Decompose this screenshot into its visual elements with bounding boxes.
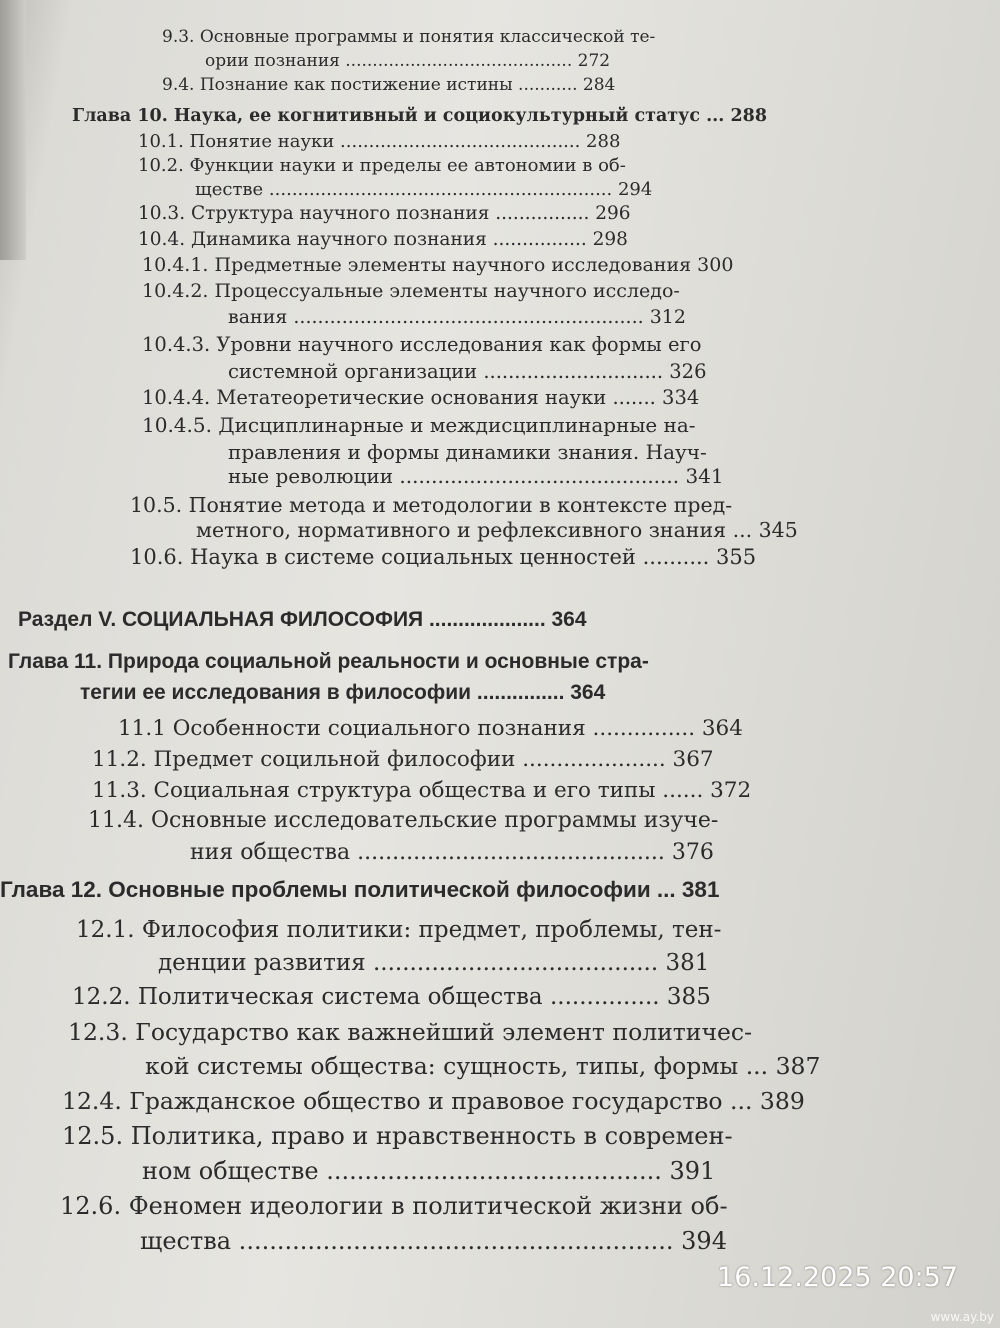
toc-line: 10.4. Динамика научного познания ................ 298 <box>138 229 628 250</box>
toc-line: ном обществе ............................................ 391 <box>142 1157 716 1185</box>
toc-line: 12.4. Гражданское общество и правовое государство ... 389 <box>62 1087 805 1115</box>
toc-line: 12.2. Политическая система общества ............... 385 <box>72 984 711 1010</box>
toc-line: щества ......................................................... 394 <box>140 1227 727 1255</box>
toc-line: ории познания .......................................... 272 <box>205 51 611 71</box>
toc-line: 10.3. Структура научного познания ................ 296 <box>138 203 631 224</box>
toc-line: ния общества ............................................ 376 <box>190 840 714 865</box>
toc-line: 12.6. Феномен идеологии в политической жизни об- <box>60 1192 728 1220</box>
toc-line: ные революции ............................................ 341 <box>228 464 724 488</box>
toc-line: метного, нормативного и рефлексивного знания ... 345 <box>196 518 798 542</box>
watermark: www.ay.by <box>930 1310 994 1324</box>
adjacent-page-edge <box>0 0 26 260</box>
toc-line: кой системы общества: сущность, типы, формы ... 387 <box>145 1052 821 1080</box>
toc-chapter-line: Глава 12. Основные проблемы политической философии ... 381 <box>0 877 720 902</box>
toc-chapter-line: Глава 11. Природа социальной реальности и основные стра- <box>8 650 649 673</box>
toc-line: 11.4. Основные исследовательские программы изуче- <box>88 808 719 833</box>
toc-line: 11.2. Предмет социльной философии ..................... 367 <box>92 747 714 772</box>
toc-line: 10.4.5. Дисциплинарные и междисциплинарные на- <box>142 413 696 437</box>
toc-chapter-line: Глава 10. Наука, ее когнитивный и социокультурный статус ... 288 <box>72 106 767 126</box>
toc-line: 9.3. Основные программы и понятия классической те- <box>162 27 656 47</box>
toc-line: 10.6. Наука в системе социальных ценностей .......... 355 <box>130 545 757 569</box>
toc-line: 12.3. Государство как важнейший элемент политичес- <box>68 1018 753 1046</box>
toc-line: ществе ............................................................ 294 <box>195 179 653 200</box>
toc-line: правления и формы динамики знания. Науч- <box>228 440 707 464</box>
toc-chapter-line: тегии ее исследования в философии ............... 364 <box>80 681 606 704</box>
toc-line: 10.4.1. Предметные элементы научного исследования 300 <box>142 254 734 276</box>
photo-timestamp: 16.12.2025 20:57 <box>717 1262 958 1293</box>
toc-line: вания .......................................................... 312 <box>228 306 686 328</box>
toc-line: 9.4. Познание как постижение истины ........... 284 <box>162 75 616 95</box>
toc-line: 11.3. Социальная структура общества и его типы ...... 372 <box>92 778 752 803</box>
toc-line: 10.1. Понятие науки .......................................... 288 <box>138 131 621 152</box>
toc-line: 10.4.3. Уровни научного исследования как формы его <box>142 333 702 356</box>
toc-section-heading: Раздел V. СОЦИАЛЬНАЯ ФИЛОСОФИЯ .................... 364 <box>18 608 587 631</box>
toc-line: системной организации ............................. 326 <box>228 360 707 383</box>
toc-line: 10.2. Функции науки и пределы ее автономии в об- <box>138 155 626 176</box>
toc-line: 10.4.2. Процессуальные элементы научного исследо- <box>142 280 680 302</box>
toc-line: денции развития ....................................... 381 <box>158 950 710 976</box>
toc-line: 12.1. Философия политики: предмет, проблемы, тен- <box>76 917 722 943</box>
toc-line: 10.4.4. Метатеоретические основания науки ....... 334 <box>142 386 700 409</box>
toc-line: 10.5. Понятие метода и методологии в контексте пред- <box>130 493 733 517</box>
toc-line: 12.5. Политика, право и нравственность в современ- <box>62 1122 733 1150</box>
toc-line: 11.1 Особенности социального познания ............... 364 <box>118 716 743 741</box>
